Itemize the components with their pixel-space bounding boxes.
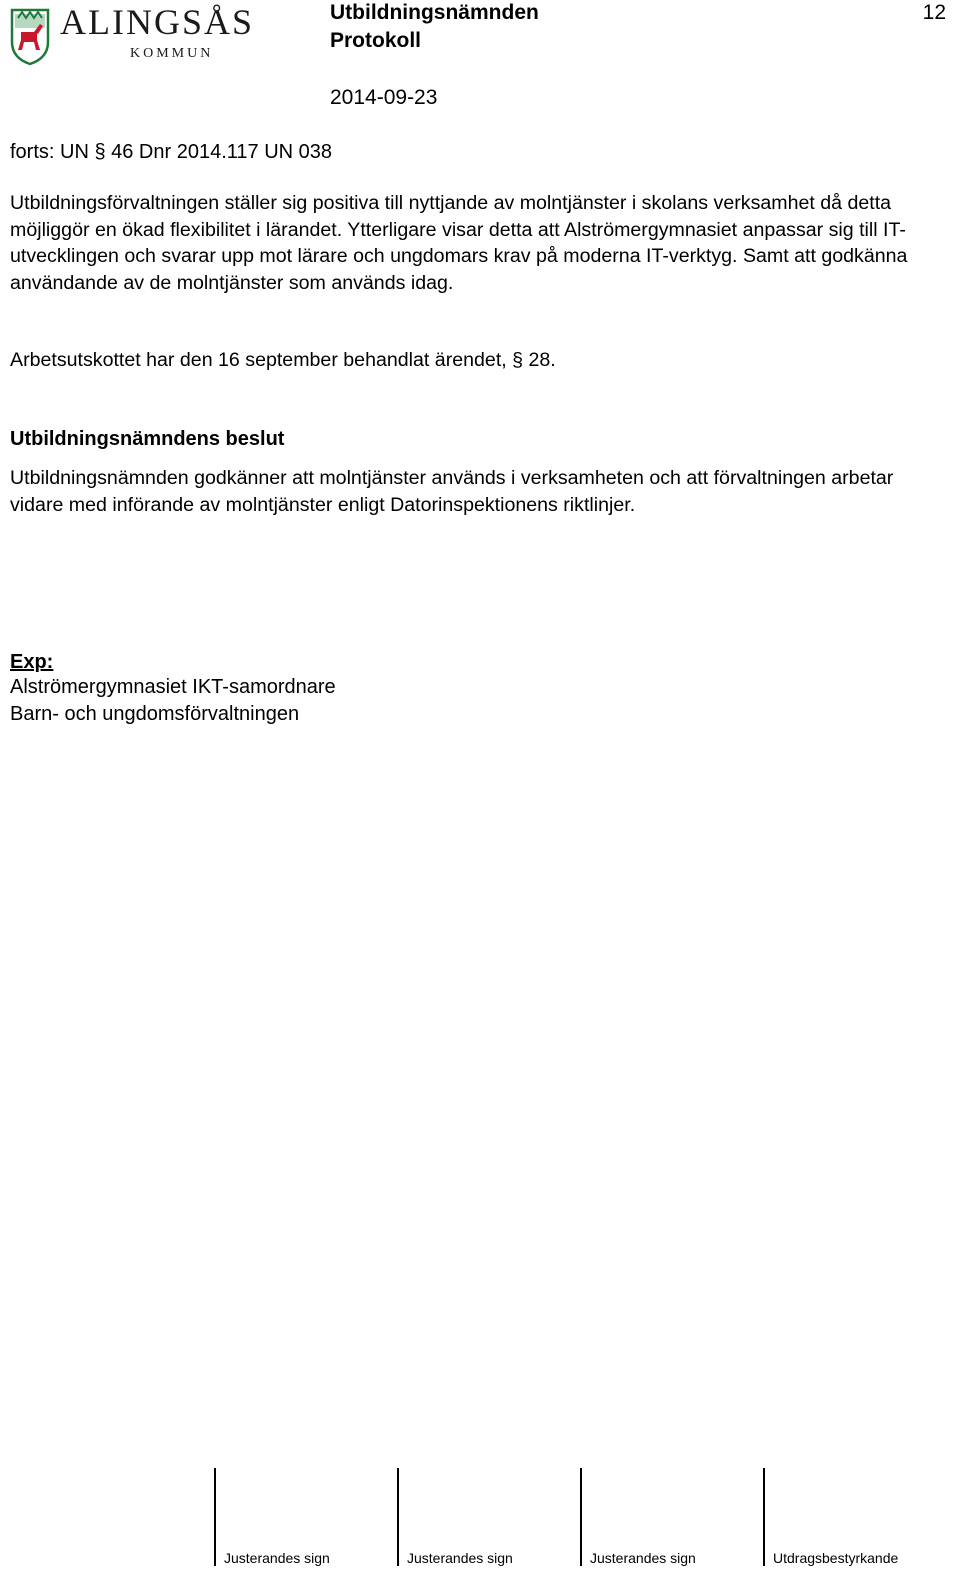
document-type: Protokoll <box>330 29 422 52</box>
distribution-item: Alströmergymnasiet IKT-samordnare <box>10 676 336 698</box>
certification-label: Utdragsbestyrkande <box>773 1550 899 1566</box>
signature-divider <box>763 1468 765 1566</box>
meeting-date: 2014-09-23 <box>330 86 438 109</box>
signature-label: Justerandes sign <box>224 1550 330 1566</box>
signature-label: Justerandes sign <box>590 1550 696 1566</box>
alingsas-kommun-logo <box>10 2 290 68</box>
decision-text: Utbildningsnämnden godkänner att molntjänster används i verksamheten och att förvaltningen arbetar vidare med införande av molntjänster enligt Datorinspektionens riktlinjer. <box>10 467 894 516</box>
logo-subtext: KOMMUN <box>130 46 214 61</box>
signature-divider <box>214 1468 216 1566</box>
decision-heading: Utbildningsnämndens beslut <box>10 428 285 450</box>
signature-label: Justerandes sign <box>407 1550 513 1566</box>
body-paragraph: Utbildningsförvaltningen ställer sig positiva till nyttjande av molntjänster i skolans verksamhet då detta möjliggör en ökad flexibilitet i lärandet. Ytterligare visar detta att Alströmergymnasiet anpassar sig till IT-utvecklingen och svarar upp mot lärare och ungdomars krav på moderna IT-verktyg. Samt att godkänna användande av de molntjänster som används idag. <box>10 192 908 294</box>
case-reference: forts: UN § 46 Dnr 2014.117 UN 038 <box>10 141 333 163</box>
committee-paragraph: Arbetsutskottet har den 16 september behandlat ärendet, § 28. <box>10 349 556 371</box>
page-number: 12 <box>922 1 946 24</box>
distribution-heading: Exp: <box>10 651 54 673</box>
logo-wordmark: ALINGSÅS <box>60 2 255 42</box>
organization-name: Utbildningsnämnden <box>330 1 539 24</box>
signature-divider <box>580 1468 582 1566</box>
signature-divider <box>397 1468 399 1566</box>
distribution-item: Barn- och ungdomsförvaltningen <box>10 703 300 725</box>
